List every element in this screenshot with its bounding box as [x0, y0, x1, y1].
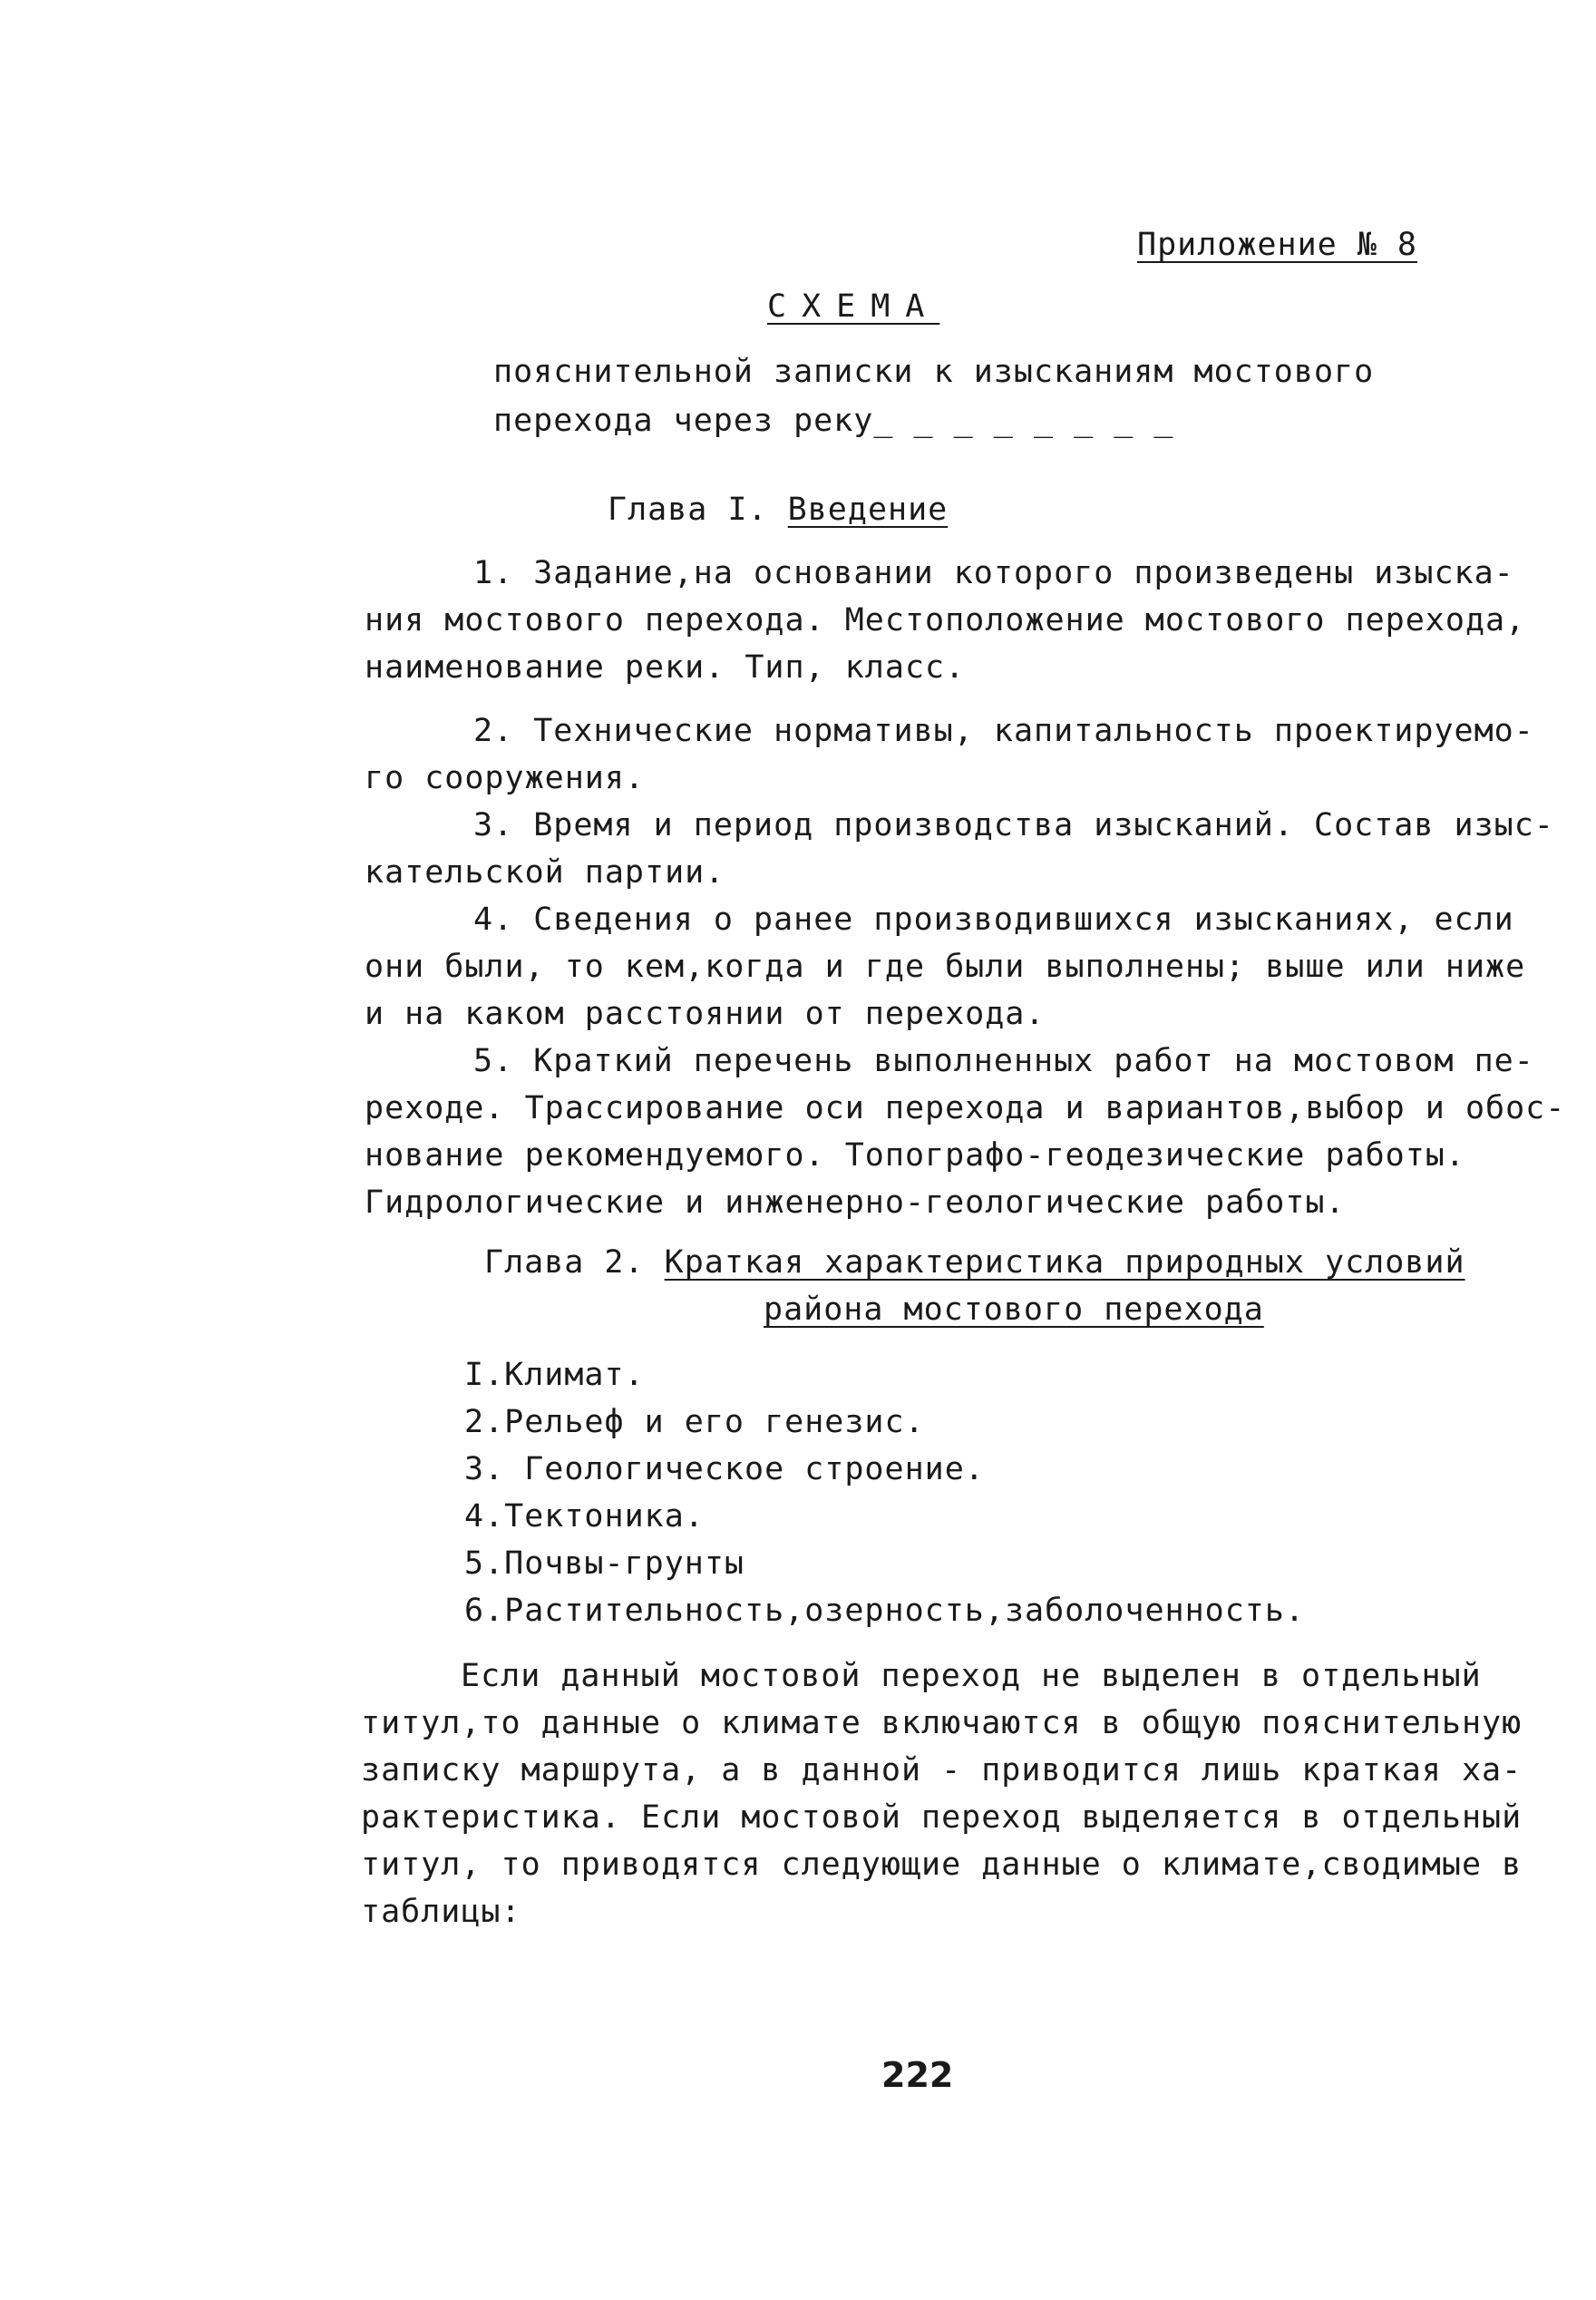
chapter-2-item-4: 4.Тектоника. [464, 1498, 705, 1535]
chapter-1-item-5-line-1: 5. Краткий перечень выполненных работ на мостовом пе- [473, 1043, 1534, 1079]
chapter-1-item-3-line-1: 3. Время и период производства изысканий. Состав изыс- [473, 807, 1554, 843]
chapter-2-name-line-1: Краткая характеристика природных условий [664, 1244, 1465, 1281]
paragraph-line-5: титул, то приводятся следующие данные о климате,сводимые в [361, 1847, 1523, 1883]
chapter-1-heading [608, 488, 948, 531]
chapter-1-item-4-line-2: они были, то кем,когда и где были выполнены; выше или ниже [365, 949, 1526, 985]
chapter-1-item-1-line-2: ния мостового перехода. Местоположение мостового перехода, [365, 602, 1526, 638]
paragraph-line-2: титул,то данные о климате включаются в общую пояснительную [361, 1705, 1523, 1741]
chapter-1-item-1-line-1: 1. Задание,на основании которого произведены изыска- [473, 555, 1514, 591]
chapter-1-item-2-line-1: 2. Технические нормативы, капитальность проектируемо- [473, 713, 1534, 749]
subtitle-line-2: перехода через реку_ _ _ _ _ _ _ _ [493, 403, 1174, 439]
chapter-2-item-6: 6.Растительность,озерность,заболоченность. [464, 1593, 1306, 1629]
chapter-1-item-1-line-3: наименование реки. Тип, класс. [365, 649, 966, 686]
chapter-1-item-5-line-2: реходе. Трассирование оси перехода и вариантов,выбор и обос- [365, 1090, 1566, 1126]
chapter-2-name-line-2: района мостового перехода [764, 1291, 1264, 1328]
paragraph-line-4: рактеристика. Если мостовой переход выделяется в отдельный [361, 1799, 1523, 1836]
paragraph-line-1: Если данный мостовой переход не выделен в отдельный [461, 1658, 1482, 1694]
document-title: СХЕМА [767, 288, 940, 325]
paragraph-line-6: таблицы: [361, 1894, 521, 1930]
chapter-2-item-1: I.Климат. [464, 1357, 645, 1393]
chapter-1-name: Введение [787, 492, 949, 528]
chapter-2-item-3: 3. Геологическое строение. [464, 1451, 985, 1487]
paragraph-line-3: записку маршрута, а в данной - приводится лишь краткая ха- [361, 1752, 1523, 1788]
appendix-label: Приложение № 8 [1137, 227, 1418, 263]
chapter-1-item-5-line-3: нование рекомендуемого. Топографо-геодезические работы. [365, 1137, 1465, 1174]
page-number: 222 [881, 2055, 954, 2095]
chapter-1-prefix: Глава I. [608, 492, 788, 528]
chapter-2-item-2: 2.Рельеф и его генезис. [464, 1404, 925, 1440]
chapter-2-heading [484, 1241, 1465, 1284]
chapter-1-item-5-line-4: Гидрологические и инженерно-геологические работы. [365, 1184, 1346, 1221]
chapter-2-item-5: 5.Почвы-грунты [464, 1545, 745, 1582]
chapter-2-prefix: Глава 2. [484, 1244, 665, 1281]
chapter-1-item-3-line-2: кательской партии. [365, 854, 725, 891]
chapter-1-item-4-line-3: и на каком расстоянии от перехода. [365, 996, 1046, 1032]
subtitle-line-1: пояснительной записки к изысканиям мостового [493, 354, 1375, 390]
chapter-1-item-2-line-2: го сооружения. [365, 760, 646, 796]
chapter-1-item-4-line-1: 4. Сведения о ранее производившихся изысканиях, если [473, 901, 1514, 938]
